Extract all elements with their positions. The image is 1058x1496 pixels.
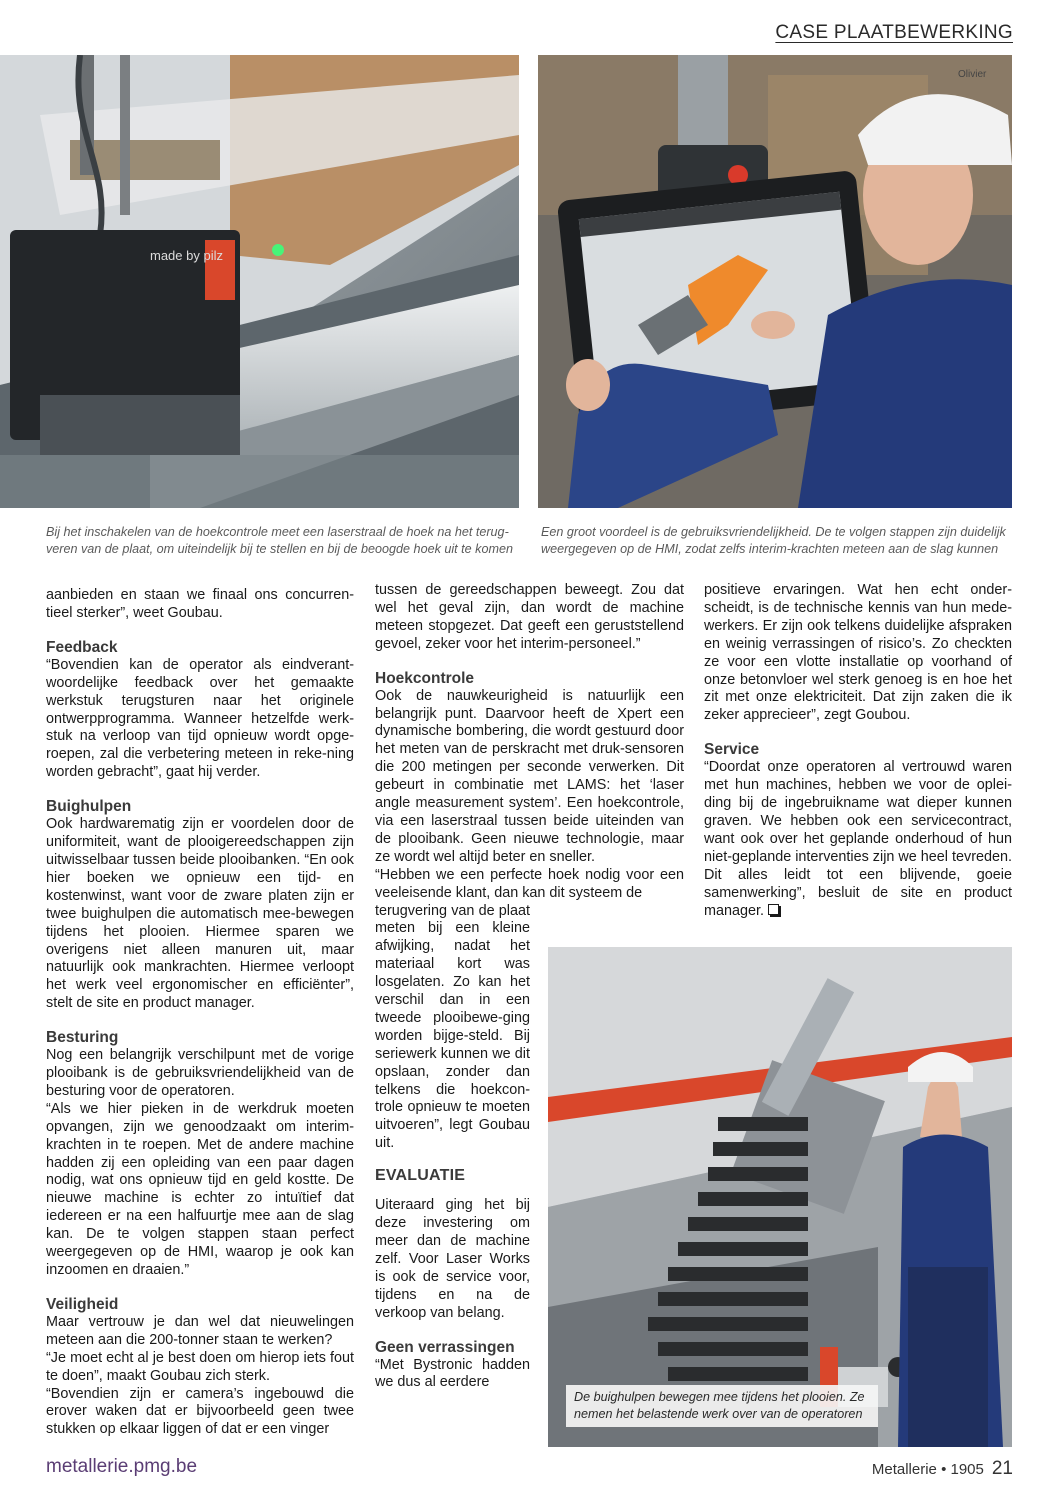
helmet-label: Olivier xyxy=(958,69,987,80)
paragraph: aanbieden en staan we finaal ons concurren-tieel sterker”, weet Goubau. xyxy=(46,587,354,621)
service-text: “Doordat onze operatoren al vertrouwd waren met hun machines, hebben we voor de oplei-ding bij de ingebruikname wat dieper kunnen graven. We hebben ook een servicecontract, want ook over het geplande onderhoud of hun niet-geplande interventies zijn we heel tevreden. Dit alles leidt tot een blijvende, goeie samenwerking”, besluit de site en product manager. xyxy=(704,759,1012,919)
paragraph: positieve ervaringen. Wat hen echt onder-scheidt, is de technische kennis van hun mede-werkers. Er zijn ook telkens duidelijke afspraken en weinig verrassingen of risico’s. Zo checkten ze voor een vlotte installatie op voorhand of onze betonvloer wel sterk genoeg is en hoe het zit met onze elektriciteit. Dat zijn zaken die ik zeker apprecieer”, zegt Goubou. xyxy=(704,582,1012,724)
subheading-geen-verrassingen: Geen verrassingen xyxy=(375,1338,515,1356)
section-tag: CASE PLAATBEWERKING xyxy=(775,22,1013,43)
photo-bending-machine xyxy=(548,947,1012,1447)
paragraph: “Bovendien zijn er camera’s ingebouwd die erover waken dat er bijvoorbeeld geen twee stukken op elkaar liggen of dat er een vinger xyxy=(46,1385,354,1438)
paragraph: Maar vertrouw je dan wel dat nieuwelingen meteen aan die 200-tonner staan te werken? xyxy=(46,1313,354,1348)
footer-folio xyxy=(872,1458,1013,1480)
paragraph: “Als we hier pieken in de werkdruk moeten opvangen, zijn we genoodzaakt om interim-krachten in te roepen. Met de andere machine hadden zij een opleiding van een paar dagen nodig, wat ons opnieuw tijd en geld kostte. De nieuwe machine is echter zo intuïtief dat iedereen er na een halfuurtje mee aan de slag kan. De te volgen stappen staan perfect weergegeven op de HMI, waarop je ook kan inzoomen en draaien.” xyxy=(46,1100,354,1278)
paragraph: Ook hardwarematig zijn er voordelen door de uniformiteit, want de plooigereedschappen zijn uitwisselbaar tussen beide plooibanken. “En ook hier boeken we opnieuw een tijd- en kostenwinst, want voor de zware platen zijn er twee buighulpen die automatisch mee-bewegen tijdens het plooien. Hiermee sparen we overigens niet alleen manuren uit, maar natuurlijk ook mankrachten. Hiermee verloopt het werk veel ergonomischer en efficiënter”, stelt de site en product manager. xyxy=(46,816,354,1012)
paragraph-narrow: Uiteraard ging het bij deze investering om meer dan de machine zelf. Voor Laser Works is ook de service voor, tijdens en na de verkoop van belang. xyxy=(375,1197,530,1321)
subheading-evaluatie: EVALUATIE xyxy=(375,1167,466,1185)
article-column-3 xyxy=(704,582,1012,920)
paragraph: “Bovendien kan de operator als eindverant-woordelijke feedback over het gemaakte werkstuk terugsturen naar het originele ontwerpprogramma. Wanneer hetzelfde werk-stuk na verloop van tijd opnieuw wordt opge-roepen, zal die verbetering meteen in reke-ning worden gebracht”, gaat hij verder. xyxy=(46,656,354,781)
photo-laser-sensor xyxy=(0,55,519,508)
subheading-service: Service xyxy=(704,741,760,759)
caption-right: Een groot voordeel is de gebruiksvriendelijkheid. De te volgen stappen zijn duidelijk weergegeven op de HMI, zodat zelfs interim-krachten meteen aan de slag kunnen xyxy=(541,525,1006,556)
paragraph-narrow: terugvering van de plaat meten bij een kleine afwijking, nadat het materiaal kort was losgelaten. Zo kan het verschil dan in een tweede plooibewe-ging worden bijge-steld. Bij seriewerk kunnen we dit opslaan, zonder dan telkens die hoekcon-trole opnieuw te moeten uitvoeren”, legt Goubau uit. xyxy=(375,902,530,1152)
device-label: made by pilz xyxy=(150,248,223,263)
end-of-article-square-icon xyxy=(768,904,779,915)
footer-website-link[interactable]: metallerie.pmg.be xyxy=(46,1456,198,1477)
subheading-hoekcontrole: Hoekcontrole xyxy=(375,669,475,687)
operator-hmi-illustration xyxy=(538,55,1012,508)
paragraph: “Hebben we een perfecte hoek nodig voor een veeleisende klant, dan kan dit systeem de xyxy=(375,866,684,901)
bottom-photo-caption: De buighulpen bewegen mee tijdens het plooien. Ze nemen het belastende werk over van de operatoren xyxy=(566,1385,878,1427)
paragraph: Nog een belangrijk verschilpunt met de vorige plooibank is de gebruiksvriendelijkheid van de besturing voor de operatoren. xyxy=(46,1047,354,1099)
paragraph: “Je moet echt al je best doen om hierop iets fout te doen”, maakt Goubau zich sterk. xyxy=(46,1349,354,1384)
subheading-besturing: Besturing xyxy=(46,1029,119,1047)
magazine-issue: Metallerie • 1905 xyxy=(871,1461,984,1478)
paragraph: Ook de nauwkeurigheid is natuurlijk een belangrijk punt. Daarvoor heeft de Xpert een dynamische bombering, die wordt gestuurd door het meten van de perskracht met druk-sensoren die 200 metingen per seconde verwerken. Dit gebeurt in combinatie met LAMS: het ‘laser angle measurement system’. Een hoekcontrole, via een laserstraal tussen beide uiteinden van de plooibank. Geen nieuwe technologie, maar ze wordt wel altijd beter en sneller. xyxy=(375,687,684,865)
page-number: 21 xyxy=(991,1458,1013,1479)
paragraph xyxy=(704,759,1012,920)
laser-sensor-illustration xyxy=(0,55,519,508)
subheading-buighulpen: Buighulpen xyxy=(46,798,132,816)
bending-machine-illustration xyxy=(548,947,1012,1447)
photo-operator-hmi xyxy=(538,55,1012,508)
subheading-feedback: Feedback xyxy=(46,638,118,656)
paragraph: tussen de gereedschappen beweegt. Zou dat wel het geval zijn, dan wordt de machine meteen stopgezet. Dat geeft een geruststellend gevoel, zeker voor het interim-personeel.” xyxy=(375,582,684,652)
caption-left: Bij het inschakelen van de hoekcontrole meet een laserstraal de hoek na het terug-veren van de plaat, om uiteindelijk bij te stellen en bij de beoogde hoek uit te komen xyxy=(46,525,513,556)
subheading-veiligheid: Veiligheid xyxy=(46,1295,119,1313)
paragraph-narrow: “Met Bystronic hadden we dus al eerdere xyxy=(375,1356,530,1391)
article-column-1 xyxy=(46,587,354,1439)
